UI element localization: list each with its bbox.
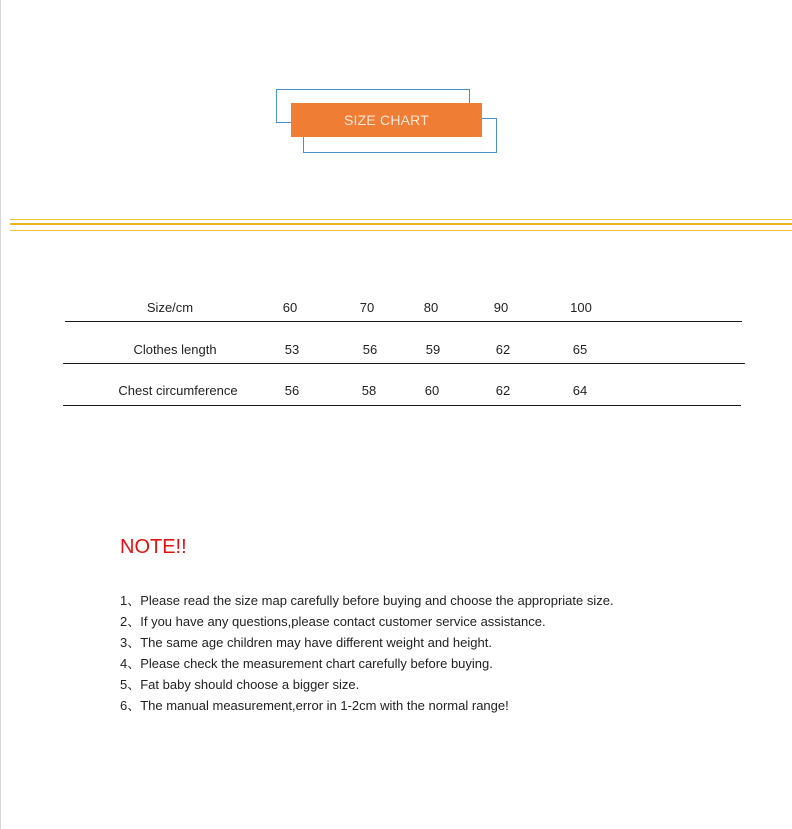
header-size: 100: [570, 300, 592, 315]
note-item: 1、Please read the size map carefully before buying and choose the appropriate size.: [120, 593, 614, 608]
note-item: 3、The same age children may have different weight and height.: [120, 635, 492, 650]
table-cell: 62: [495, 383, 511, 398]
note-item: 2、If you have any questions,please contact customer service assistance.: [120, 614, 546, 629]
gold-rule-middle: [10, 223, 792, 225]
table-cell: 59: [425, 342, 441, 357]
table-cell: 60: [424, 383, 440, 398]
note-item: 5、Fat baby should choose a bigger size.: [120, 677, 360, 692]
header-size: 70: [359, 300, 375, 315]
page-left-border: [0, 0, 1, 829]
note-title: NOTE!!: [120, 536, 187, 558]
note-list: [120, 590, 614, 716]
gold-rule-top: [10, 219, 792, 220]
header-size: 60: [282, 300, 298, 315]
title-frame-front-cap: [481, 118, 497, 119]
row-label: Chest circumference: [118, 383, 238, 398]
table-divider: [65, 321, 742, 322]
table-cell: 65: [572, 342, 588, 357]
table-cell: 58: [361, 383, 377, 398]
table-divider: [63, 363, 745, 364]
size-chart-title: SIZE CHART: [291, 103, 482, 137]
note-item: 6、The manual measurement,error in 1-2cm with the normal range!: [120, 698, 509, 713]
table-cell: 56: [362, 342, 378, 357]
table-cell: 56: [284, 383, 300, 398]
header-label: Size/cm: [146, 300, 194, 315]
header-size: 90: [493, 300, 509, 315]
table-cell: 64: [572, 383, 588, 398]
row-label: Clothes length: [133, 342, 217, 357]
title-frame-back-foot: [276, 122, 292, 123]
gold-rule-bottom: [10, 230, 792, 231]
header-size: 80: [423, 300, 439, 315]
table-cell: 53: [284, 342, 300, 357]
table-divider: [63, 405, 741, 406]
table-cell: 62: [495, 342, 511, 357]
note-item: 4、Please check the measurement chart carefully before buying.: [120, 656, 493, 671]
